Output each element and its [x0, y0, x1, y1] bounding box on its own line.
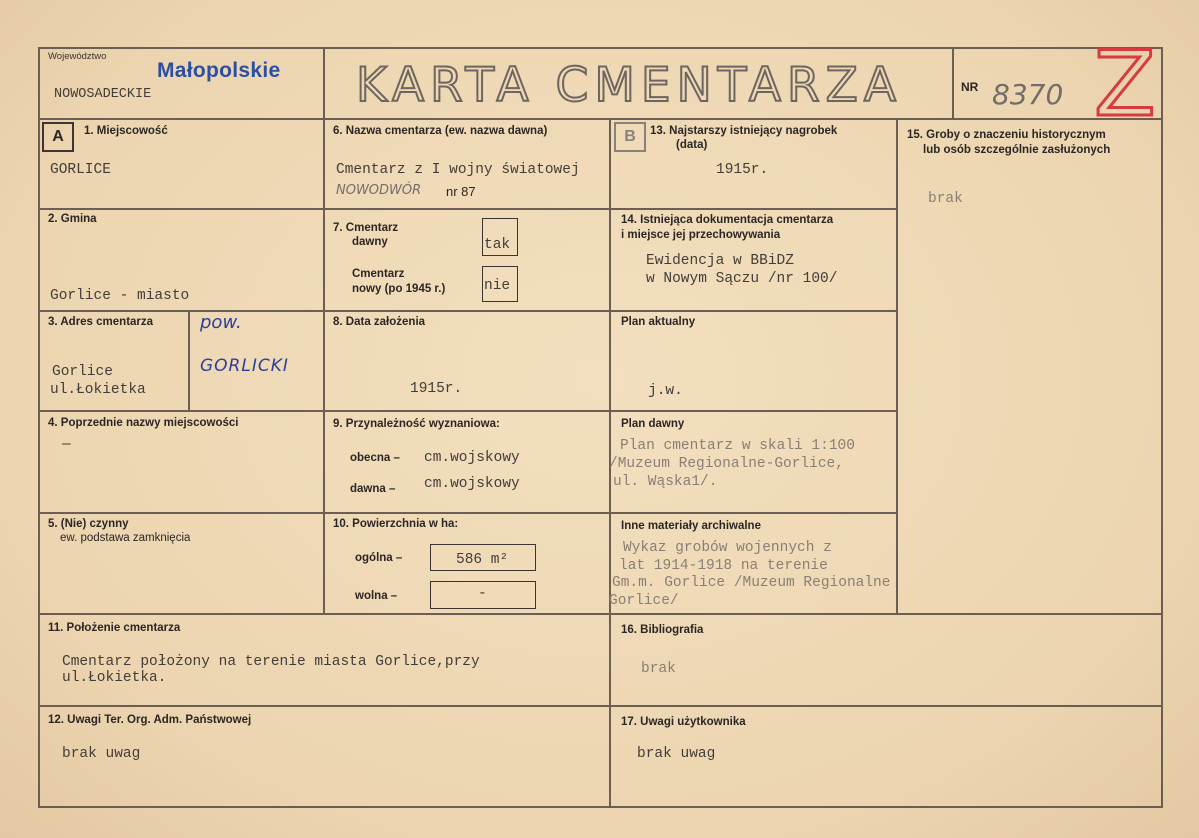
border-bottom: [38, 806, 1163, 808]
field-9-dawna-label: dawna –: [350, 483, 396, 495]
field-11-line2: ul.Łokietka.: [62, 670, 167, 686]
field-7-dawny-value: tak: [484, 237, 511, 253]
header-nr-divider: [952, 47, 954, 118]
row-rule-2a: [38, 310, 609, 312]
pow-value: GORLICKI: [200, 356, 289, 376]
field-6-label: 6. Nazwa cmentarza (ew. nazwa dawna): [333, 125, 548, 137]
border-left: [38, 47, 40, 807]
field-5-label: 5. (Nie) czynny: [48, 518, 129, 530]
field-7-label: 7. Cmentarz: [333, 222, 399, 234]
field-13-label-2: (data): [676, 139, 708, 151]
inne-line4: Gorlice/: [609, 593, 679, 609]
field-10-wolna-label: wolna –: [355, 590, 398, 602]
inne-line2: lat 1914-1918 na terenie: [619, 558, 828, 574]
section-b-box: B: [614, 122, 646, 152]
region-typed: NOWOSADECKIE: [54, 87, 152, 102]
field-10-ogolna-label: ogólna –: [355, 552, 403, 564]
field-14-line1: Ewidencja w BBiDZ: [646, 253, 794, 269]
col-divider-1: [323, 47, 325, 613]
address-pow-divider: [188, 310, 190, 410]
field-6-handwritten: NOWODWÓR: [336, 183, 422, 198]
plan-dawny-line3: ul. Wąska1/.: [613, 474, 718, 490]
field-16-label: 16. Bibliografia: [621, 624, 704, 636]
field-9-obecna-label: obecna –: [350, 452, 400, 464]
inne-label: Inne materiały archiwalne: [621, 520, 761, 532]
field-15-label-1: 15. Groby o znaczeniu historycznym: [907, 129, 1106, 141]
plan-aktualny-label: Plan aktualny: [621, 316, 696, 328]
field-3-line2: ul.Łokietka: [50, 382, 146, 398]
field-10-wolna-value: -: [478, 586, 487, 602]
plan-dawny-label: Plan dawny: [621, 418, 685, 430]
row-rule-3: [38, 410, 896, 412]
field-7-nowy-label-1: Cmentarz: [352, 268, 405, 280]
field-9-dawna-value: cm.wojskowy: [424, 476, 520, 492]
field-6-nr: nr 87: [446, 184, 476, 199]
field-4-value: —: [62, 437, 71, 453]
category-letter: Z: [1094, 32, 1156, 137]
field-13-value: 1915r.: [716, 162, 769, 178]
border-right: [1161, 47, 1163, 807]
region-stamp: Małopolskie: [157, 59, 281, 82]
field-3-line1: Gorlice: [52, 364, 113, 380]
row-rule-4: [38, 512, 896, 514]
field-14-label-2: i miejsce jej przechowywania: [621, 229, 781, 241]
section-a-box: A: [42, 122, 74, 152]
field-2-value: Gorlice - miasto: [50, 288, 190, 304]
field-9-obecna-value: cm.wojskowy: [424, 450, 520, 466]
field-15-value: brak: [928, 191, 963, 207]
field-10-ogolna-value: 586 m²: [456, 552, 509, 568]
field-9-label: 9. Przynależność wyznaniowa:: [333, 418, 500, 430]
field-12-value: brak uwag: [62, 746, 141, 762]
field-8-label: 8. Data założenia: [333, 316, 426, 328]
field-12-label: 12. Uwagi Ter. Org. Adm. Państwowej: [48, 714, 252, 726]
field-10-label: 10. Powierzchnia w ha:: [333, 518, 459, 530]
field-16-value: brak: [641, 661, 676, 677]
border-top: [38, 47, 1163, 49]
field-11-label: 11. Położenie cmentarza: [48, 622, 181, 634]
field-13-label-1: 13. Najstarszy istniejący nagrobek: [650, 125, 838, 137]
field-7-nowy-value: nie: [484, 278, 511, 294]
nr-label: NR: [961, 80, 979, 94]
field-1-label: 1. Miejscowość: [84, 125, 168, 137]
plan-dawny-line1: Plan cmentarz w skali 1:100: [620, 438, 855, 454]
field-15-label-2: lub osób szczególnie zasłużonych: [923, 144, 1111, 156]
field-5-sublabel: ew. podstawa zamknięcia: [60, 532, 191, 544]
field-14-label-1: 14. Istniejąca dokumentacja cmentarza: [621, 214, 834, 226]
field-7-dawny-label: dawny: [352, 236, 388, 248]
wojewodztwo-label: Województwo: [48, 51, 107, 62]
field-7-nowy-label-2: nowy (po 1945 r.): [352, 283, 446, 295]
field-2-label: 2. Gmina: [48, 213, 97, 225]
nr-value: 8370: [992, 78, 1064, 111]
field-8-value: 1915r.: [410, 381, 463, 397]
field-17-value: brak uwag: [637, 746, 716, 762]
field-17-label: 17. Uwagi użytkownika: [621, 716, 746, 728]
header-bottom-rule: [38, 118, 1163, 120]
inne-line1: Wykaz grobów wojennych z: [623, 540, 832, 556]
field-4-label: 4. Poprzednie nazwy miejscowości: [48, 417, 239, 429]
field-1-value: GORLICE: [50, 162, 111, 178]
plan-aktualny-value: j.w.: [648, 383, 683, 399]
row-rule-6: [38, 705, 1163, 707]
row-rule-5: [38, 613, 1163, 615]
field-6-value: Cmentarz z I wojny światowej: [336, 162, 580, 178]
row-rule-2b: [609, 310, 896, 312]
pow-label: pow.: [200, 312, 242, 333]
plan-dawny-line2: /Muzeum Regionalne-Gorlice,: [609, 456, 844, 472]
field-14-line2: w Nowym Sączu /nr 100/: [646, 271, 838, 287]
card-title: KARTA CMENTARZA: [356, 58, 902, 113]
field-11-line1: Cmentarz położony na terenie miasta Gorlice,przy: [62, 654, 480, 670]
field-3-label: 3. Adres cmentarza: [48, 316, 154, 328]
col-divider-3: [896, 118, 898, 613]
row-rule-1: [38, 208, 896, 210]
inne-line3: Gm.m. Gorlice /Muzeum Regionalne: [612, 575, 891, 591]
